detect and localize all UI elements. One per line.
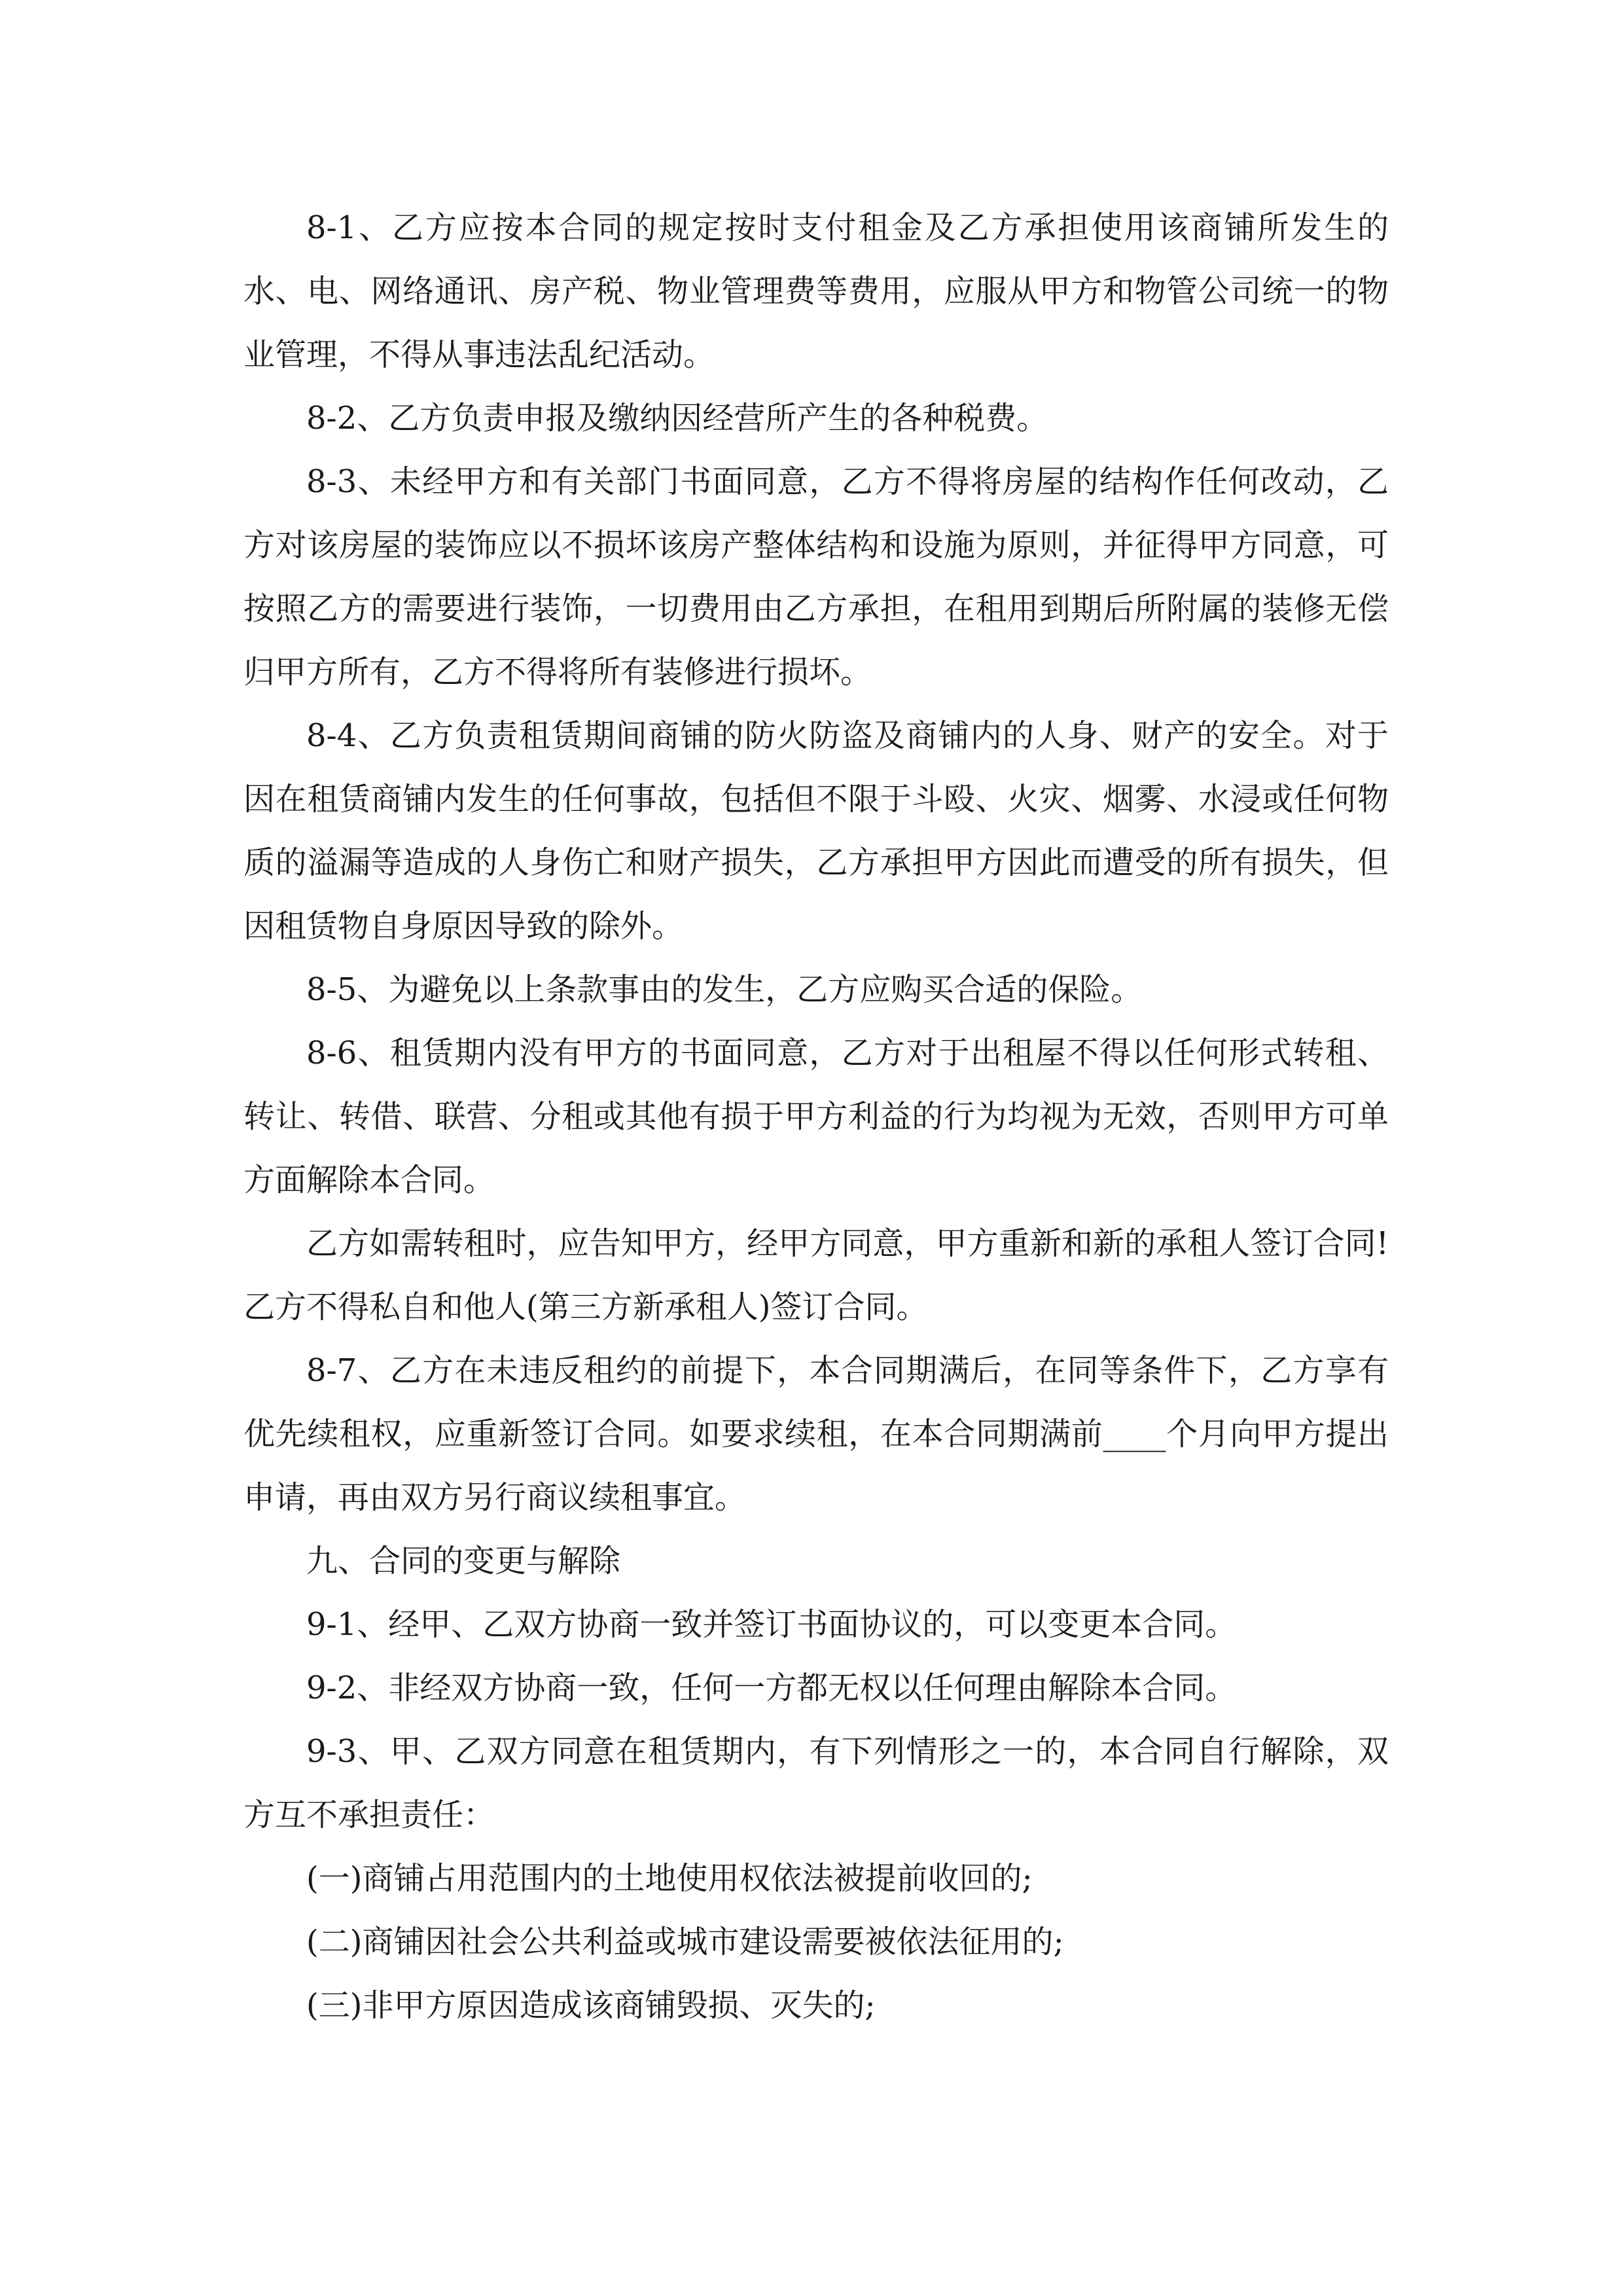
clause-8-6-sublet: 乙方如需转租时，应告知甲方，经甲方同意，甲方重新和新的承租人签订合同!乙方不得私自和他人(第三方新承租人)签订合同。	[243, 1225, 1389, 1325]
clause-8-1: 8-1、乙方应按本合同的规定按时支付租金及乙方承担使用该商铺所发生的水、电、网络通讯、房产税、物业管理费等费用，应服从甲方和物管公司统一的物业管理，不得从事违法乱纪活动。	[243, 209, 1389, 373]
clause-9-3-item-3: (三)非甲方原因造成该商铺毁损、灭失的;	[306, 1987, 876, 2024]
clause-8-3: 8-3、未经甲方和有关部门书面同意，乙方不得将房屋的结构作任何改动，乙方对该房屋的装饰应以不损坏该房产整体结构和设施为原则，并征得甲方同意，可按照乙方的需要进行装饰，一切费用由乙方承担，在租用到期后所附属的装修无偿归甲方所有，乙方不得将所有装修进行损坏。	[243, 463, 1389, 691]
clause-9-1: 9-1、经甲、乙双方协商一致并签订书面协议的，可以变更本合同。	[306, 1606, 1237, 1643]
section-heading-9: 九、合同的变更与解除	[306, 1543, 621, 1579]
clause-9-2: 9-2、非经双方协商一致，任何一方都无权以任何理由解除本合同。	[306, 1670, 1237, 1706]
clause-8-2: 8-2、乙方负责申报及缴纳因经营所产生的各种税费。	[306, 400, 1048, 437]
document-body	[243, 196, 1389, 2037]
clause-9-3: 9-3、甲、乙双方同意在租赁期内，有下列情形之一的，本合同自行解除，双方互不承担责任：	[243, 1733, 1389, 1833]
clause-8-4: 8-4、乙方负责租赁期间商铺的防火防盗及商铺内的人身、财产的安全。对于因在租赁商铺内发生的任何事故，包括但不限于斗殴、火灾、烟雾、水浸或任何物质的溢漏等造成的人身伤亡和财产损失，乙方承担甲方因此而遭受的所有损失，但因租赁物自身原因导致的除外。	[243, 717, 1389, 944]
clause-8-5: 8-5、为避免以上条款事由的发生，乙方应购买合适的保险。	[306, 971, 1143, 1008]
clause-8-6: 8-6、租赁期内没有甲方的书面同意，乙方对于出租屋不得以任何形式转租、转让、转借、联营、分租或其他有损于甲方利益的行为均视为无效，否则甲方可单方面解除本合同。	[243, 1035, 1389, 1198]
clause-9-3-item-2: (二)商铺因社会公共利益或城市建设需要被依法征用的;	[306, 1924, 1064, 1960]
clause-8-7: 8-7、乙方在未违反租约的前提下，本合同期满后，在同等条件下，乙方享有优先续租权，应重新签订合同。如要求续租，在本合同期满前____个月向甲方提出申请，再由双方另行商议续租事宜。	[243, 1352, 1389, 1516]
clause-9-3-item-1: (一)商铺占用范围内的土地使用权依法被提前收回的;	[306, 1860, 1033, 1897]
